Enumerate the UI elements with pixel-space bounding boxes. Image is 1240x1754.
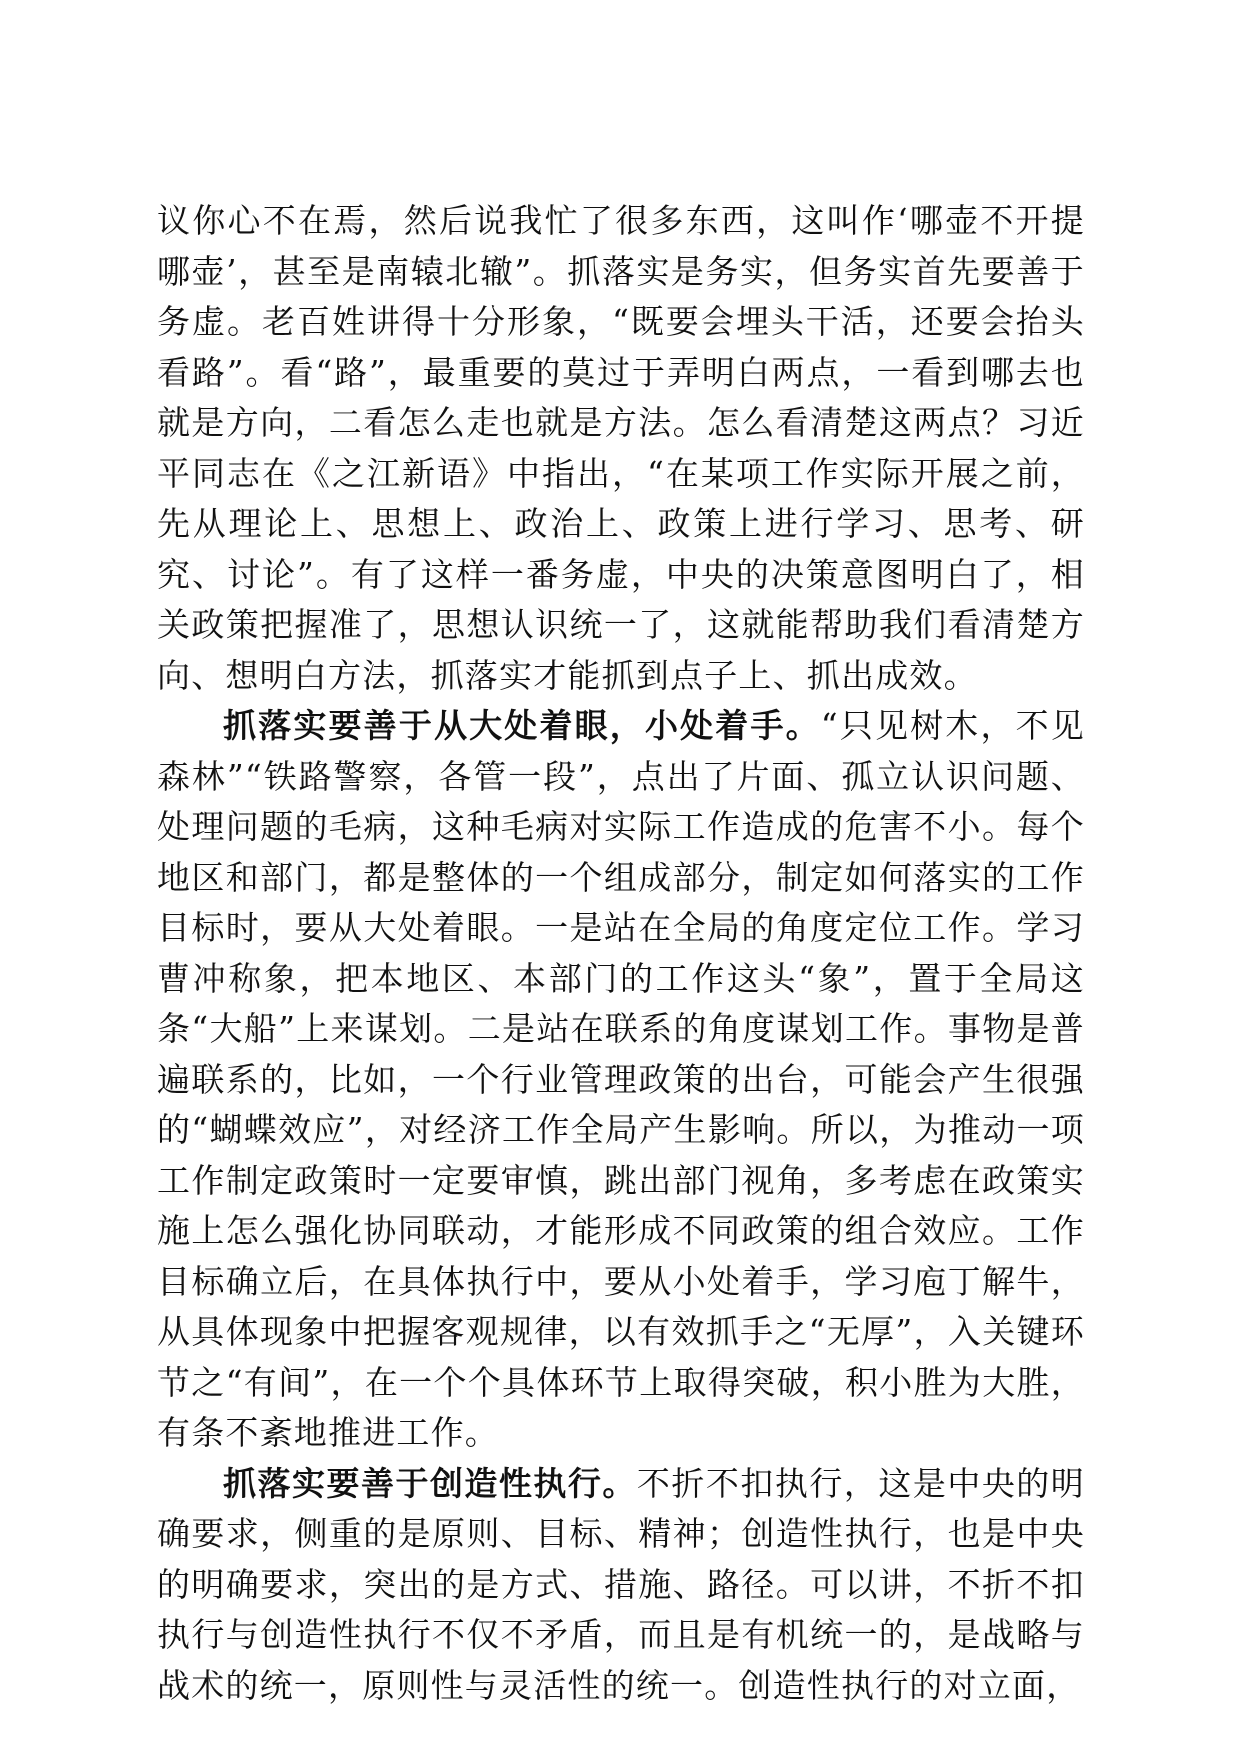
paragraph-big-picture <box>157 701 1085 1459</box>
paragraph-creative-execution <box>157 1459 1085 1712</box>
paragraph-continuation <box>157 196 1085 701</box>
paragraph-text: 议你心不在焉，然后说我忙了很多东西，这叫作‘哪壶不开提哪壶’，甚至是南辕北辙”。抓落实是务实，但务实首先要善于务虚。老百姓讲得十分形象，“既要会埋头干活，还要会抬头看路”。看“路”，最重要的莫过于弄明白两点，一看到哪去也就是方向，二看怎么走也就是方法。怎么看清楚这两点？习近平同志在《之江新语》中指出，“在某项工作实际开展之前，先从理论上、思想上、政治上、政策上进行学习、思考、研究、讨论”。有了这样一番务虚，中央的决策意图明白了，相关政策把握准了，思想认识统一了，这就能帮助我们看清楚方向、想明白方法，抓落实才能抓到点子上、抓出成效。 <box>157 201 1085 695</box>
paragraph-lead: 抓落实要善于从大处着眼，小处着手。 <box>223 706 821 745</box>
paragraph-lead: 抓落实要善于创造性执行。 <box>223 1463 637 1503</box>
paragraph-text: 不折不扣执行，这是中央的明确要求，侧重的是原则、目标、精神；创造性执行，也是中央的明确要求，突出的是方式、措施、路径。可以讲，不折不扣执行与创造性执行不仅不矛盾，而且是有机统一的，是战略与战术的统一，原则性与灵活性的统一。创造性执行的对立面， <box>157 1463 1085 1705</box>
document-page <box>157 196 1085 1711</box>
paragraph-text: “只见树木，不见森林”“铁路警察，各管一段”，点出了片面、孤立认识问题、处理问题的毛病，这种毛病对实际工作造成的危害不小。每个地区和部门，都是整体的一个组成部分，制定如何落实的工作目标时，要从大处着眼。一是站在全局的角度定位工作。学习曹冲称象，把本地区、本部门的工作这头“象”，置于全局这条“大船”上来谋划。二是站在联系的角度谋划工作。事物是普遍联系的，比如，一个行业管理政策的出台，可能会产生很强的“蝴蝶效应”，对经济工作全局产生影响。所以，为推动一项工作制定政策时一定要审慎，跳出部门视角，多考虑在政策实施上怎么强化协同联动，才能形成不同政策的组合效应。工作目标确立后，在具体执行中，要从小处着手，学习庖丁解牛，从具体现象中把握客观规律，以有效抓手之“无厚”，入关键环节之“有间”，在一个个具体环节上取得突破，积小胜为大胜，有条不紊地推进工作。 <box>157 706 1085 1452</box>
